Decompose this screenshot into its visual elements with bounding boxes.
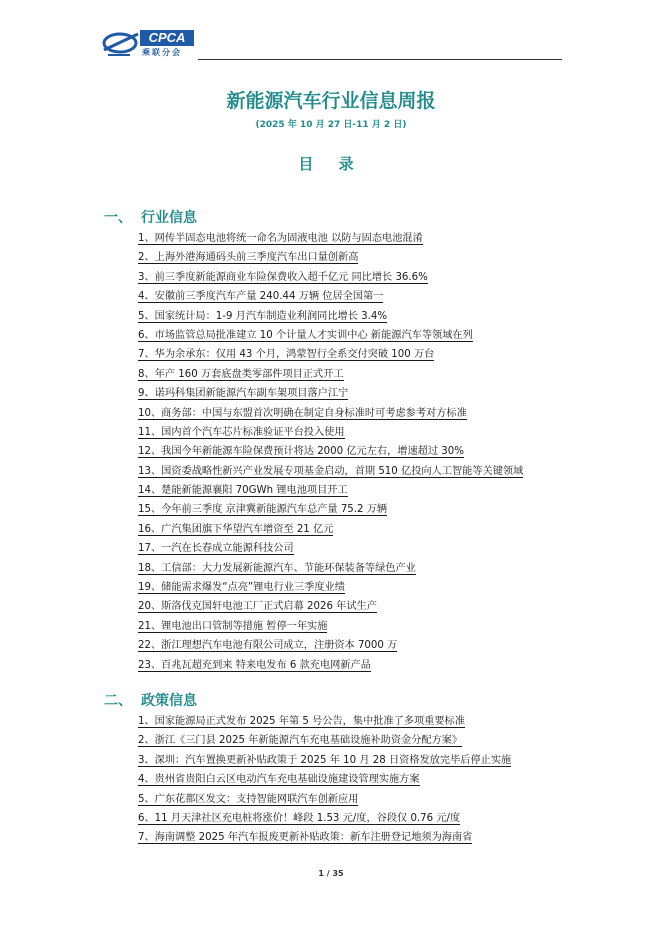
toc-entry-link[interactable]: 7、华为余承东：仅用 43 个月，鸿蒙智行全系交付突破 100 万台 — [138, 349, 435, 361]
logo-swoosh-icon — [100, 28, 144, 60]
cpca-logo — [100, 28, 196, 60]
toc-entry[interactable] — [138, 326, 523, 345]
toc-entry-link[interactable]: 4、贵州省贵阳白云区电动汽车充电基础设施建设管理实施方案 — [138, 774, 420, 786]
toc-entry[interactable] — [138, 656, 523, 675]
toc-entry-link[interactable]: 2、浙江《三门县 2025 年新能源汽车充电基础设施补助资金分配方案》 — [138, 735, 463, 747]
section-title: 政策信息 — [141, 693, 197, 709]
toc-entry[interactable] — [138, 578, 523, 597]
toc-entry-link[interactable]: 17、一汽在长春成立能源科技公司 — [138, 543, 294, 555]
toc-entry[interactable] — [138, 751, 511, 770]
toc-entry-link[interactable]: 22、浙江理想汽车电池有限公司成立，注册资本 7000 万 — [138, 640, 398, 652]
toc-entry-link[interactable]: 10、商务部：中国与东盟首次明确在制定自身标准时可考虑参考对方标准 — [138, 407, 467, 419]
toc-entry-link[interactable]: 16、广汽集团旗下华望汽车增资至 21 亿元 — [138, 523, 334, 535]
toc-entry[interactable] — [138, 790, 511, 809]
logo-text: CPCA — [140, 30, 194, 46]
toc-entry[interactable] — [138, 287, 523, 306]
toc-list-policy — [138, 712, 511, 848]
section-number: 一、 — [104, 210, 132, 226]
toc-entry[interactable] — [138, 442, 523, 461]
toc-entry-link[interactable]: 20、斯洛伐克国轩电池工厂正式启幕 2026 年试生产 — [138, 601, 377, 613]
toc-entry-link[interactable]: 5、国家统计局：1-9 月汽车制造业利润同比增长 3.4% — [138, 310, 388, 322]
toc-entry[interactable] — [138, 617, 523, 636]
report-date-range: (2025 年 10 月 27 日-11 月 2 日) — [255, 120, 407, 130]
toc-entry-link[interactable]: 5、广东花都区发文：支持智能网联汽车创新应用 — [138, 793, 359, 805]
toc-entry[interactable] — [138, 597, 523, 616]
page-number: 1 / 35 — [318, 869, 344, 878]
toc-entry[interactable] — [138, 307, 523, 326]
toc-entry-link[interactable]: 1、网传半固态电池将统一命名为固液电池 以防与固态电池混淆 — [138, 233, 423, 244]
section-heading-policy — [104, 690, 197, 710]
toc-entry-link[interactable]: 9、诺玛科集团新能源汽车副车架项目落户江宁 — [138, 388, 349, 400]
toc-entry-link[interactable]: 6、市场监管总局批准建立 10 个计量人才实训中心 新能源汽车等领域在列 — [138, 329, 473, 341]
section-title: 行业信息 — [141, 210, 197, 226]
toc-entry[interactable] — [138, 345, 523, 364]
toc-list-industry — [138, 229, 523, 675]
toc-entry-link[interactable]: 8、年产 160 万套底盘类零部件项目正式开工 — [138, 368, 344, 380]
toc-entry-link[interactable]: 3、前三季度新能源商业车险保费收入超千亿元 同比增长 36.6% — [138, 271, 428, 283]
toc-entry-link[interactable]: 6、11 月天津社区充电桩将涨价！峰段 1.53 元/度，谷段仅 0.76 元/度 — [138, 812, 461, 824]
toc-entry[interactable] — [138, 731, 511, 750]
report-title: 新能源汽车行业信息周报 — [226, 90, 436, 112]
section-number: 二、 — [104, 693, 132, 709]
toc-entry[interactable] — [138, 365, 523, 384]
toc-entry-link[interactable]: 11、国内首个汽车芯片标准验证平台投入使用 — [138, 426, 345, 438]
toc-entry-link[interactable]: 19、储能需求爆发“点亮”锂电行业三季度业绩 — [138, 582, 345, 594]
toc-entry[interactable] — [138, 404, 523, 423]
toc-heading: 目 录 — [298, 155, 364, 173]
toc-entry[interactable] — [138, 828, 511, 847]
toc-entry[interactable] — [138, 248, 523, 267]
section-heading-industry — [104, 207, 197, 227]
toc-entry[interactable] — [138, 423, 523, 442]
toc-entry[interactable] — [138, 500, 523, 519]
toc-entry[interactable] — [138, 559, 523, 578]
toc-entry[interactable] — [138, 539, 523, 558]
logo-subtext: 乘联分会 — [142, 48, 182, 57]
toc-entry-link[interactable]: 3、深圳：汽车置换更新补贴政策于 2025 年 10 月 28 日资格发放完毕后停止实施 — [138, 754, 512, 766]
toc-entry[interactable] — [138, 636, 523, 655]
toc-entry-link[interactable]: 18、工信部：大力发展新能源汽车、节能环保装备等绿色产业 — [138, 562, 416, 574]
toc-entry-link[interactable]: 7、海南调整 2025 年汽车报废更新补贴政策：新车注册登记地须为海南省 — [138, 832, 473, 844]
toc-entry-link[interactable]: 15、今年前三季度 京津冀新能源汽车总产量 75.2 万辆 — [138, 504, 388, 516]
toc-entry-link[interactable]: 12、我国今年新能源车险保费预计将达 2000 亿元左右，增速超过 30% — [138, 446, 464, 458]
toc-entry-link[interactable]: 13、国资委战略性新兴产业发展专项基金启动，首期 510 亿投向人工智能等关键领域 — [138, 465, 524, 477]
toc-entry[interactable] — [138, 520, 523, 539]
header-divider — [198, 59, 562, 60]
toc-entry[interactable] — [138, 770, 511, 789]
toc-entry-link[interactable]: 2、上海外港海通码头前三季度汽车出口量创新高 — [138, 252, 359, 264]
toc-entry-link[interactable]: 23、百兆瓦超充到来 特来电发布 6 款充电网新产品 — [138, 659, 371, 671]
toc-entry[interactable] — [138, 481, 523, 500]
toc-entry-link[interactable]: 4、安徽前三季度汽车产量 240.44 万辆 位居全国第一 — [138, 291, 384, 303]
toc-entry[interactable] — [138, 229, 523, 248]
toc-entry[interactable] — [138, 268, 523, 287]
toc-entry-link[interactable]: 21、锂电池出口管制等措施 暂停一年实施 — [138, 620, 328, 632]
page-header — [100, 28, 562, 60]
toc-entry[interactable] — [138, 462, 523, 481]
toc-entry-link[interactable]: 1、国家能源局正式发布 2025 年第 5 号公告，集中批准了多项重要标准 — [138, 716, 465, 727]
toc-entry[interactable] — [138, 809, 511, 828]
toc-entry[interactable] — [138, 712, 511, 731]
toc-entry-link[interactable]: 14、楚能新能源襄阳 70GWh 锂电池项目开工 — [138, 485, 348, 497]
toc-entry[interactable] — [138, 384, 523, 403]
